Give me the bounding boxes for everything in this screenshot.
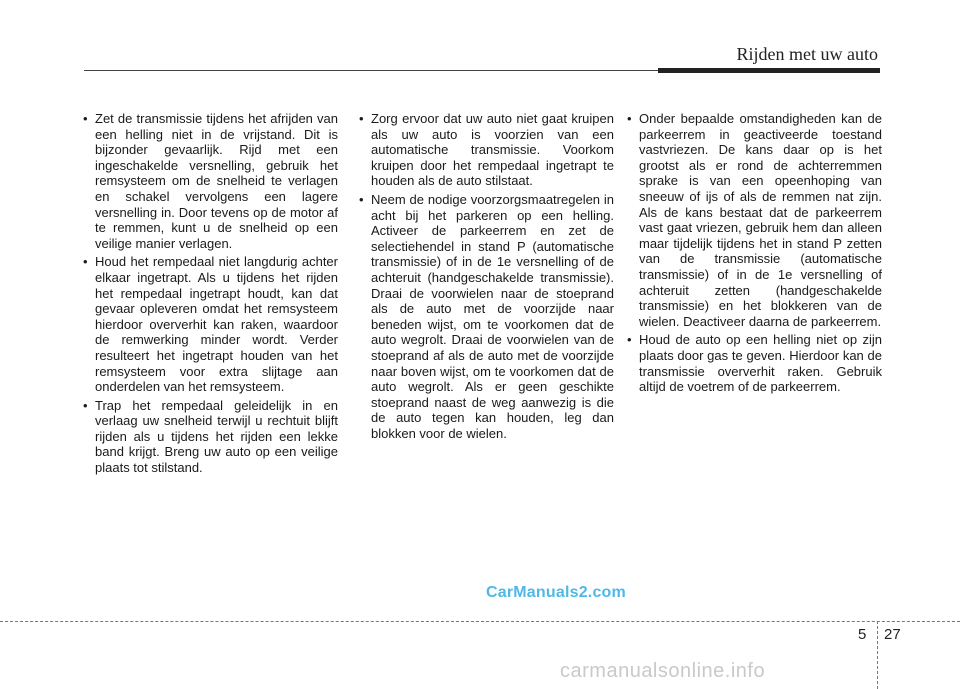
chapter-number: 5 — [858, 626, 867, 643]
text-column-3 — [624, 111, 882, 398]
footer-dashed-rule — [0, 621, 960, 622]
footer-dashed-divider — [877, 621, 878, 689]
header-rule-thick — [658, 68, 880, 73]
bullet-item: • Onder bepaalde omstandigheden kan de parkeerrem in geactiveerde toestand vastvriezen. De kans daar op is het grootst als er rond de achterremmen sprake is van een opeenhoping van sneeuw of ijs of als de remmen nat zijn. Als de kans bestaat dat de parkeerrem vast gaat vriezen, gebruik hem dan alleen maar tijdelijk tijdens het in stand P zetten van de transmissie (automatische transmissie) of in de 1e versnelling of achteruit zetten (handgeschakelde transmissie) en het blokkeren van de wielen. Deactiveer daarna de parkeerrem. — [624, 111, 882, 329]
section-title: Rijden met uw auto — [736, 44, 878, 64]
header-rule-thin — [84, 70, 658, 71]
text-column-1 — [80, 111, 338, 479]
bullet-item: • Neem de nodige voorzorgsmaatregelen in acht bij het parkeren op een helling. Activeer de parkeerrem en zet de selectiehendel in stand P (automatische transmissie) of in de 1e versnelling of de achteruit (handgeschakelde transmissie). Draai de voorwielen naar de stoeprand als de auto met de voorzijde naar beneden wijst, om te voorkomen dat de auto wegrolt. Draai de voorwielen van de stoeprand af als de auto met de voorzijde naar boven wijst, om te voorkomen dat de auto wegrolt. Als er geen geschikte stoeprand naast de weg aanwezig is die de auto tegen kan houden, leg dan blokken voor de wielen. — [356, 192, 614, 442]
bullet-item: • Zet de transmissie tijdens het afrijden van een helling niet in de vrijstand. Dit is bijzonder gevaarlijk. Rijd met een ingeschakelde versnelling, gebruik het remsysteem om de snelheid te verlagen en schakel vervolgens een lagere versnelling in. Door tevens op de motor af te remmen, kunt u de snelheid op een veilige manier verlagen. — [80, 111, 338, 251]
bottom-watermark: carmanualsonline.info — [560, 660, 766, 682]
bullet-item: • Houd de auto op een helling niet op zijn plaats door gas te geven. Hierdoor kan de transmissie oververhit raken. Gebruik altijd de voetrem of de parkeerrem. — [624, 332, 882, 394]
page-number: 27 — [884, 626, 901, 643]
watermark-link[interactable]: CarManuals2.com — [486, 584, 626, 601]
bullet-item: • Trap het rempedaal geleidelijk in en verlaag uw snelheid terwijl u rechtuit blijft rijden als u tijdens het rijden een lekke band krijgt. Breng uw auto op een veilige plaats tot stilstand. — [80, 398, 338, 476]
text-column-2 — [356, 111, 614, 444]
bullet-item: • Zorg ervoor dat uw auto niet gaat kruipen als uw auto is voorzien van een automatische transmissie. Voorkom kruipen door het rempedaal ingetrapt te houden als de auto stilstaat. — [356, 111, 614, 189]
bullet-item: • Houd het rempedaal niet langdurig achter elkaar ingetrapt. Als u tijdens het rijden het rempedaal ingetrapt houdt, kan dat gevaar opleveren omdat het remsysteem hierdoor oververhit kan raken, waardoor de remwerking minder wordt. Verder resulteert het ingetrapt houden van het remsysteem voor extra slijtage aan onderdelen van het remsysteem. — [80, 254, 338, 394]
